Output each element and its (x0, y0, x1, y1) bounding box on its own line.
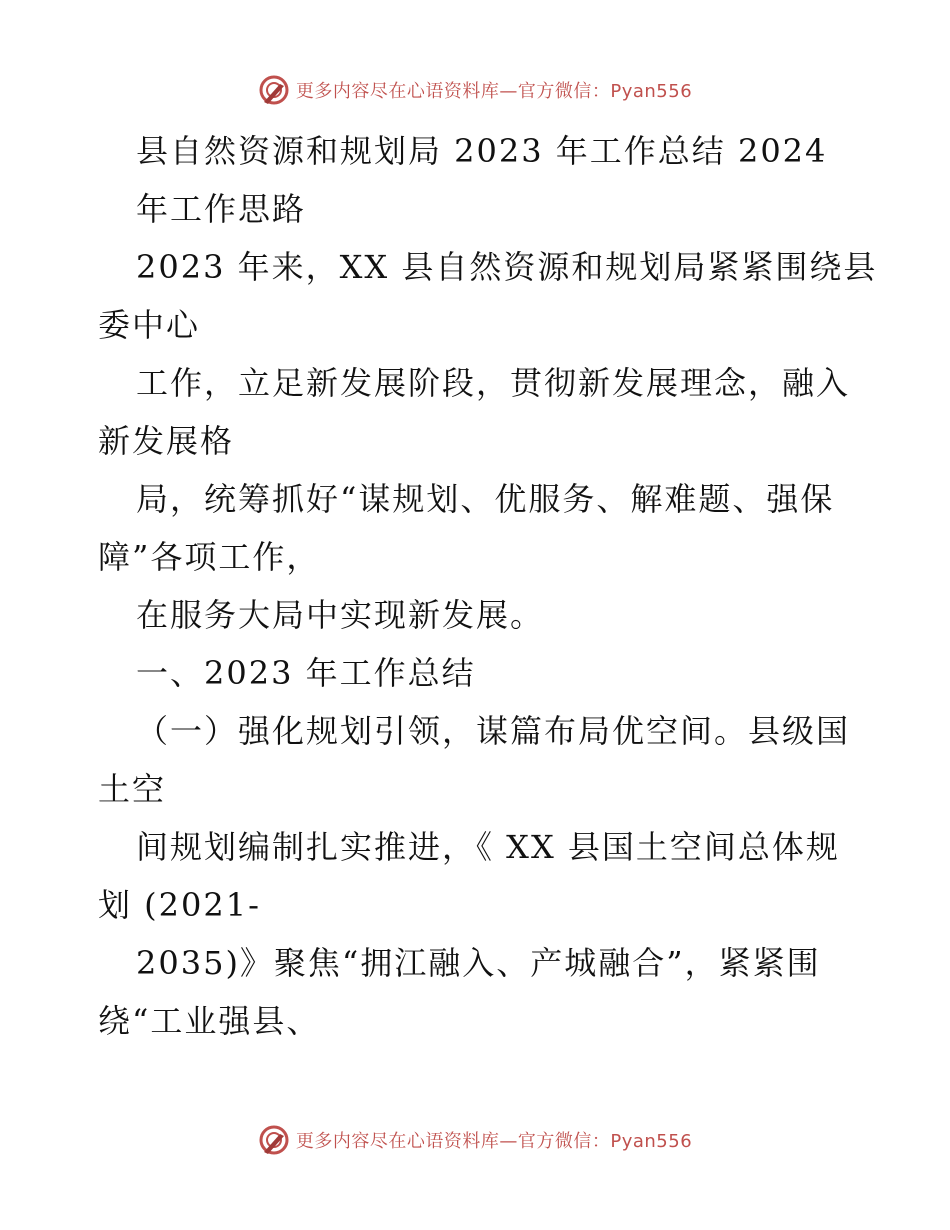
text-line: 局，统筹抓好“谋规划、优服务、解难题、强保 (136, 480, 835, 518)
header-watermark (0, 70, 950, 110)
text-line: 委中心 (98, 306, 201, 344)
text-line: 一、2023 年工作总结 (136, 654, 476, 692)
text-line: 县自然资源和规划局 2023 年工作总结 2024 (136, 132, 828, 170)
watermark-text: 更多内容尽在心语资料库—官方微信：Pyan556 (295, 81, 693, 102)
text-line: 在服务大局中实现新发展。 (136, 596, 545, 634)
text-line: 工作，立足新发展阶段，贯彻新发展理念，融入 (136, 364, 851, 402)
text-line: 障”各项工作， (98, 538, 321, 576)
watermark-text: 更多内容尽在心语资料库—官方微信：Pyan556 (295, 1131, 693, 1152)
text-line: 年工作思路 (136, 190, 307, 228)
footer-watermark (0, 1120, 950, 1160)
text-line: 土空 (98, 770, 167, 808)
text-line: 2023 年来，XX 县自然资源和规划局紧紧围绕县 (136, 248, 878, 286)
text-line: 2035)》聚焦“拥江融入、产城融合”，紧紧围 (136, 944, 821, 982)
text-line: 新发展格 (98, 422, 235, 460)
pen-circle-logo-icon (258, 1124, 290, 1156)
text-line: （一）强化规划引领，谋篇布局优空间。县级国 (136, 712, 851, 750)
document-body (98, 122, 878, 1050)
text-line: 间规划编制扎实推进，《 XX 县国土空间总体规 (136, 828, 840, 866)
pen-circle-logo-icon (258, 74, 290, 106)
text-line: 绕“工业强县、 (98, 1002, 321, 1040)
text-line: 划 (2021- (98, 886, 261, 924)
